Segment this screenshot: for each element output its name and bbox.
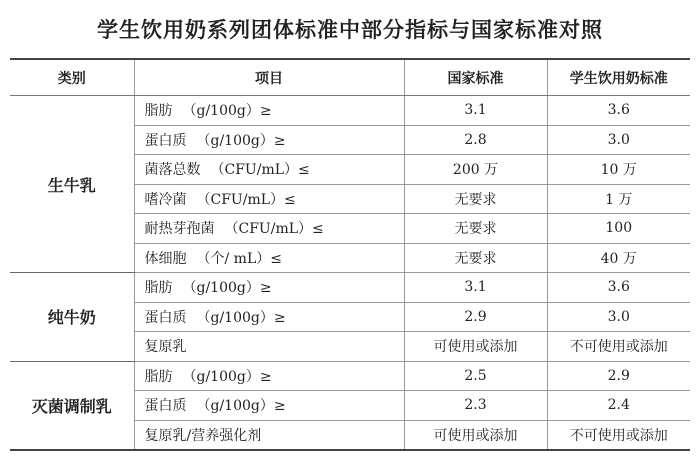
item-cell (134, 332, 404, 362)
student-standard-value: 100 (547, 214, 690, 244)
student-standard-value: 3.6 (547, 96, 690, 126)
item-name: 蛋白质 (144, 309, 187, 326)
national-standard-value: 3.1 (404, 273, 547, 303)
item-name: 耐热芽孢菌 (144, 221, 215, 238)
header-category: 类别 (10, 59, 134, 96)
item-cell (134, 420, 404, 450)
item-name: 脂肪 (144, 280, 173, 297)
item-unit: （CFU/mL）≤ (210, 162, 310, 179)
national-standard-value: 无要求 (404, 243, 547, 273)
item-unit: （g/100g）≥ (182, 103, 272, 120)
item-cell (134, 155, 404, 185)
item-unit: （g/100g）≥ (196, 398, 286, 415)
national-standard-value: 2.9 (404, 302, 547, 332)
item-cell (134, 125, 404, 155)
item-name: 嗜冷菌 (144, 191, 187, 208)
comparison-table (10, 58, 690, 451)
item-name: 脂肪 (144, 368, 173, 385)
item-unit: （g/100g）≥ (196, 309, 286, 326)
table-body (10, 96, 690, 451)
national-standard-value: 2.8 (404, 125, 547, 155)
student-standard-value: 3.0 (547, 302, 690, 332)
item-name: 脂肪 (144, 103, 173, 120)
student-standard-value: 10 万 (547, 155, 690, 185)
student-standard-value: 2.9 (547, 361, 690, 391)
item-unit: （CFU/mL）≤ (196, 191, 296, 208)
item-name: 蛋白质 (144, 398, 187, 415)
table-row (10, 361, 690, 391)
item-name: 体细胞 (144, 250, 187, 267)
page-title: 学生饮用奶系列团体标准中部分指标与国家标准对照 (97, 18, 603, 42)
item-unit: （g/100g）≥ (196, 132, 286, 149)
header-national-standard: 国家标准 (404, 59, 547, 96)
item-cell (134, 214, 404, 244)
item-cell (134, 302, 404, 332)
item-cell (134, 243, 404, 273)
item-unit: （个/ mL）≤ (196, 250, 282, 267)
student-standard-value: 不可使用或添加 (547, 332, 690, 362)
national-standard-value: 2.5 (404, 361, 547, 391)
category-cell: 灭菌调制乳 (10, 361, 134, 450)
item-cell (134, 273, 404, 303)
item-name: 复原乳 (144, 339, 187, 356)
national-standard-value: 无要求 (404, 214, 547, 244)
national-standard-value: 可使用或添加 (404, 332, 547, 362)
table-row (10, 273, 690, 303)
student-standard-value: 40 万 (547, 243, 690, 273)
student-standard-value: 3.0 (547, 125, 690, 155)
item-name: 复原乳/营养强化剂 (144, 427, 262, 444)
item-cell (134, 361, 404, 391)
student-standard-value: 1 万 (547, 184, 690, 214)
national-standard-value: 3.1 (404, 96, 547, 126)
item-cell (134, 391, 404, 421)
item-cell (134, 184, 404, 214)
national-standard-value: 可使用或添加 (404, 420, 547, 450)
header-item: 项目 (134, 59, 404, 96)
item-name: 蛋白质 (144, 132, 187, 149)
student-standard-value: 不可使用或添加 (547, 420, 690, 450)
student-standard-value: 2.4 (547, 391, 690, 421)
national-standard-value: 200 万 (404, 155, 547, 185)
header-student-standard: 学生饮用奶标准 (547, 59, 690, 96)
table-row (10, 96, 690, 126)
national-standard-value: 2.3 (404, 391, 547, 421)
item-unit: （g/100g）≥ (182, 280, 272, 297)
category-cell: 生牛乳 (10, 96, 134, 273)
item-cell (134, 96, 404, 126)
category-cell: 纯牛奶 (10, 273, 134, 362)
item-name: 菌落总数 (144, 162, 201, 179)
table-header-row (10, 59, 690, 96)
student-standard-value: 3.6 (547, 273, 690, 303)
item-unit: （g/100g）≥ (182, 368, 272, 385)
national-standard-value: 无要求 (404, 184, 547, 214)
item-unit: （CFU/mL）≤ (224, 221, 324, 238)
